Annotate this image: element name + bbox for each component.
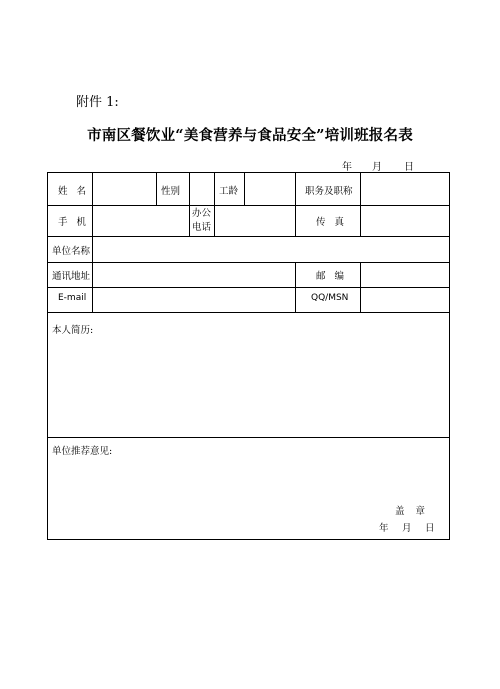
- row-divider: [48, 262, 449, 263]
- name-label: 姓名: [58, 186, 96, 197]
- column-divider: [189, 173, 190, 205]
- form-title: 市南区餐饮业“美食营养与食品安全”培训班报名表: [87, 127, 413, 144]
- footer-month-label: 月: [402, 523, 412, 534]
- resume-label: 本人简历:: [52, 325, 94, 336]
- column-divider: [295, 287, 296, 312]
- row-divider: [48, 287, 449, 288]
- column-divider: [360, 173, 361, 205]
- seal-label: 盖 章: [395, 506, 426, 517]
- row-divider: [48, 236, 449, 237]
- column-divider: [295, 205, 296, 236]
- column-divider: [244, 173, 245, 205]
- column-divider: [295, 173, 296, 205]
- mobile-label: 手机: [58, 217, 96, 228]
- email-label: E-mail: [58, 293, 87, 303]
- column-divider: [360, 287, 361, 312]
- row-divider: [48, 312, 449, 313]
- address-label: 通讯地址: [52, 271, 91, 282]
- seniority-label: 工龄: [219, 186, 239, 197]
- row-divider: [48, 437, 449, 438]
- column-divider: [92, 236, 93, 262]
- office-phone-label-line2: 电话: [192, 222, 212, 233]
- office-phone-label-line1: 办公: [192, 208, 212, 219]
- date-year-label: 年: [342, 162, 352, 173]
- fax-label: 传真: [316, 217, 354, 228]
- column-divider: [214, 173, 215, 205]
- column-divider: [214, 205, 215, 236]
- gender-label: 性别: [161, 186, 181, 197]
- column-divider: [156, 173, 157, 205]
- column-divider: [360, 262, 361, 287]
- attachment-label: 附件 1:: [76, 95, 119, 110]
- row-divider: [48, 205, 449, 206]
- company-name-label: 单位名称: [52, 246, 91, 257]
- footer-year-label: 年: [379, 523, 389, 534]
- column-divider: [189, 205, 190, 236]
- date-day-label: 日: [404, 162, 414, 173]
- footer-day-label: 日: [425, 523, 435, 534]
- position-title-label: 职务及职称: [305, 186, 353, 197]
- date-month-label: 月: [372, 162, 382, 173]
- column-divider: [92, 262, 93, 287]
- column-divider: [295, 262, 296, 287]
- column-divider: [92, 287, 93, 312]
- registration-form-table: [47, 172, 450, 540]
- column-divider: [360, 205, 361, 236]
- postcode-label: 邮编: [316, 271, 354, 282]
- recommendation-label: 单位推荐意见:: [52, 446, 113, 457]
- qq-msn-label: QQ/MSN: [311, 293, 349, 303]
